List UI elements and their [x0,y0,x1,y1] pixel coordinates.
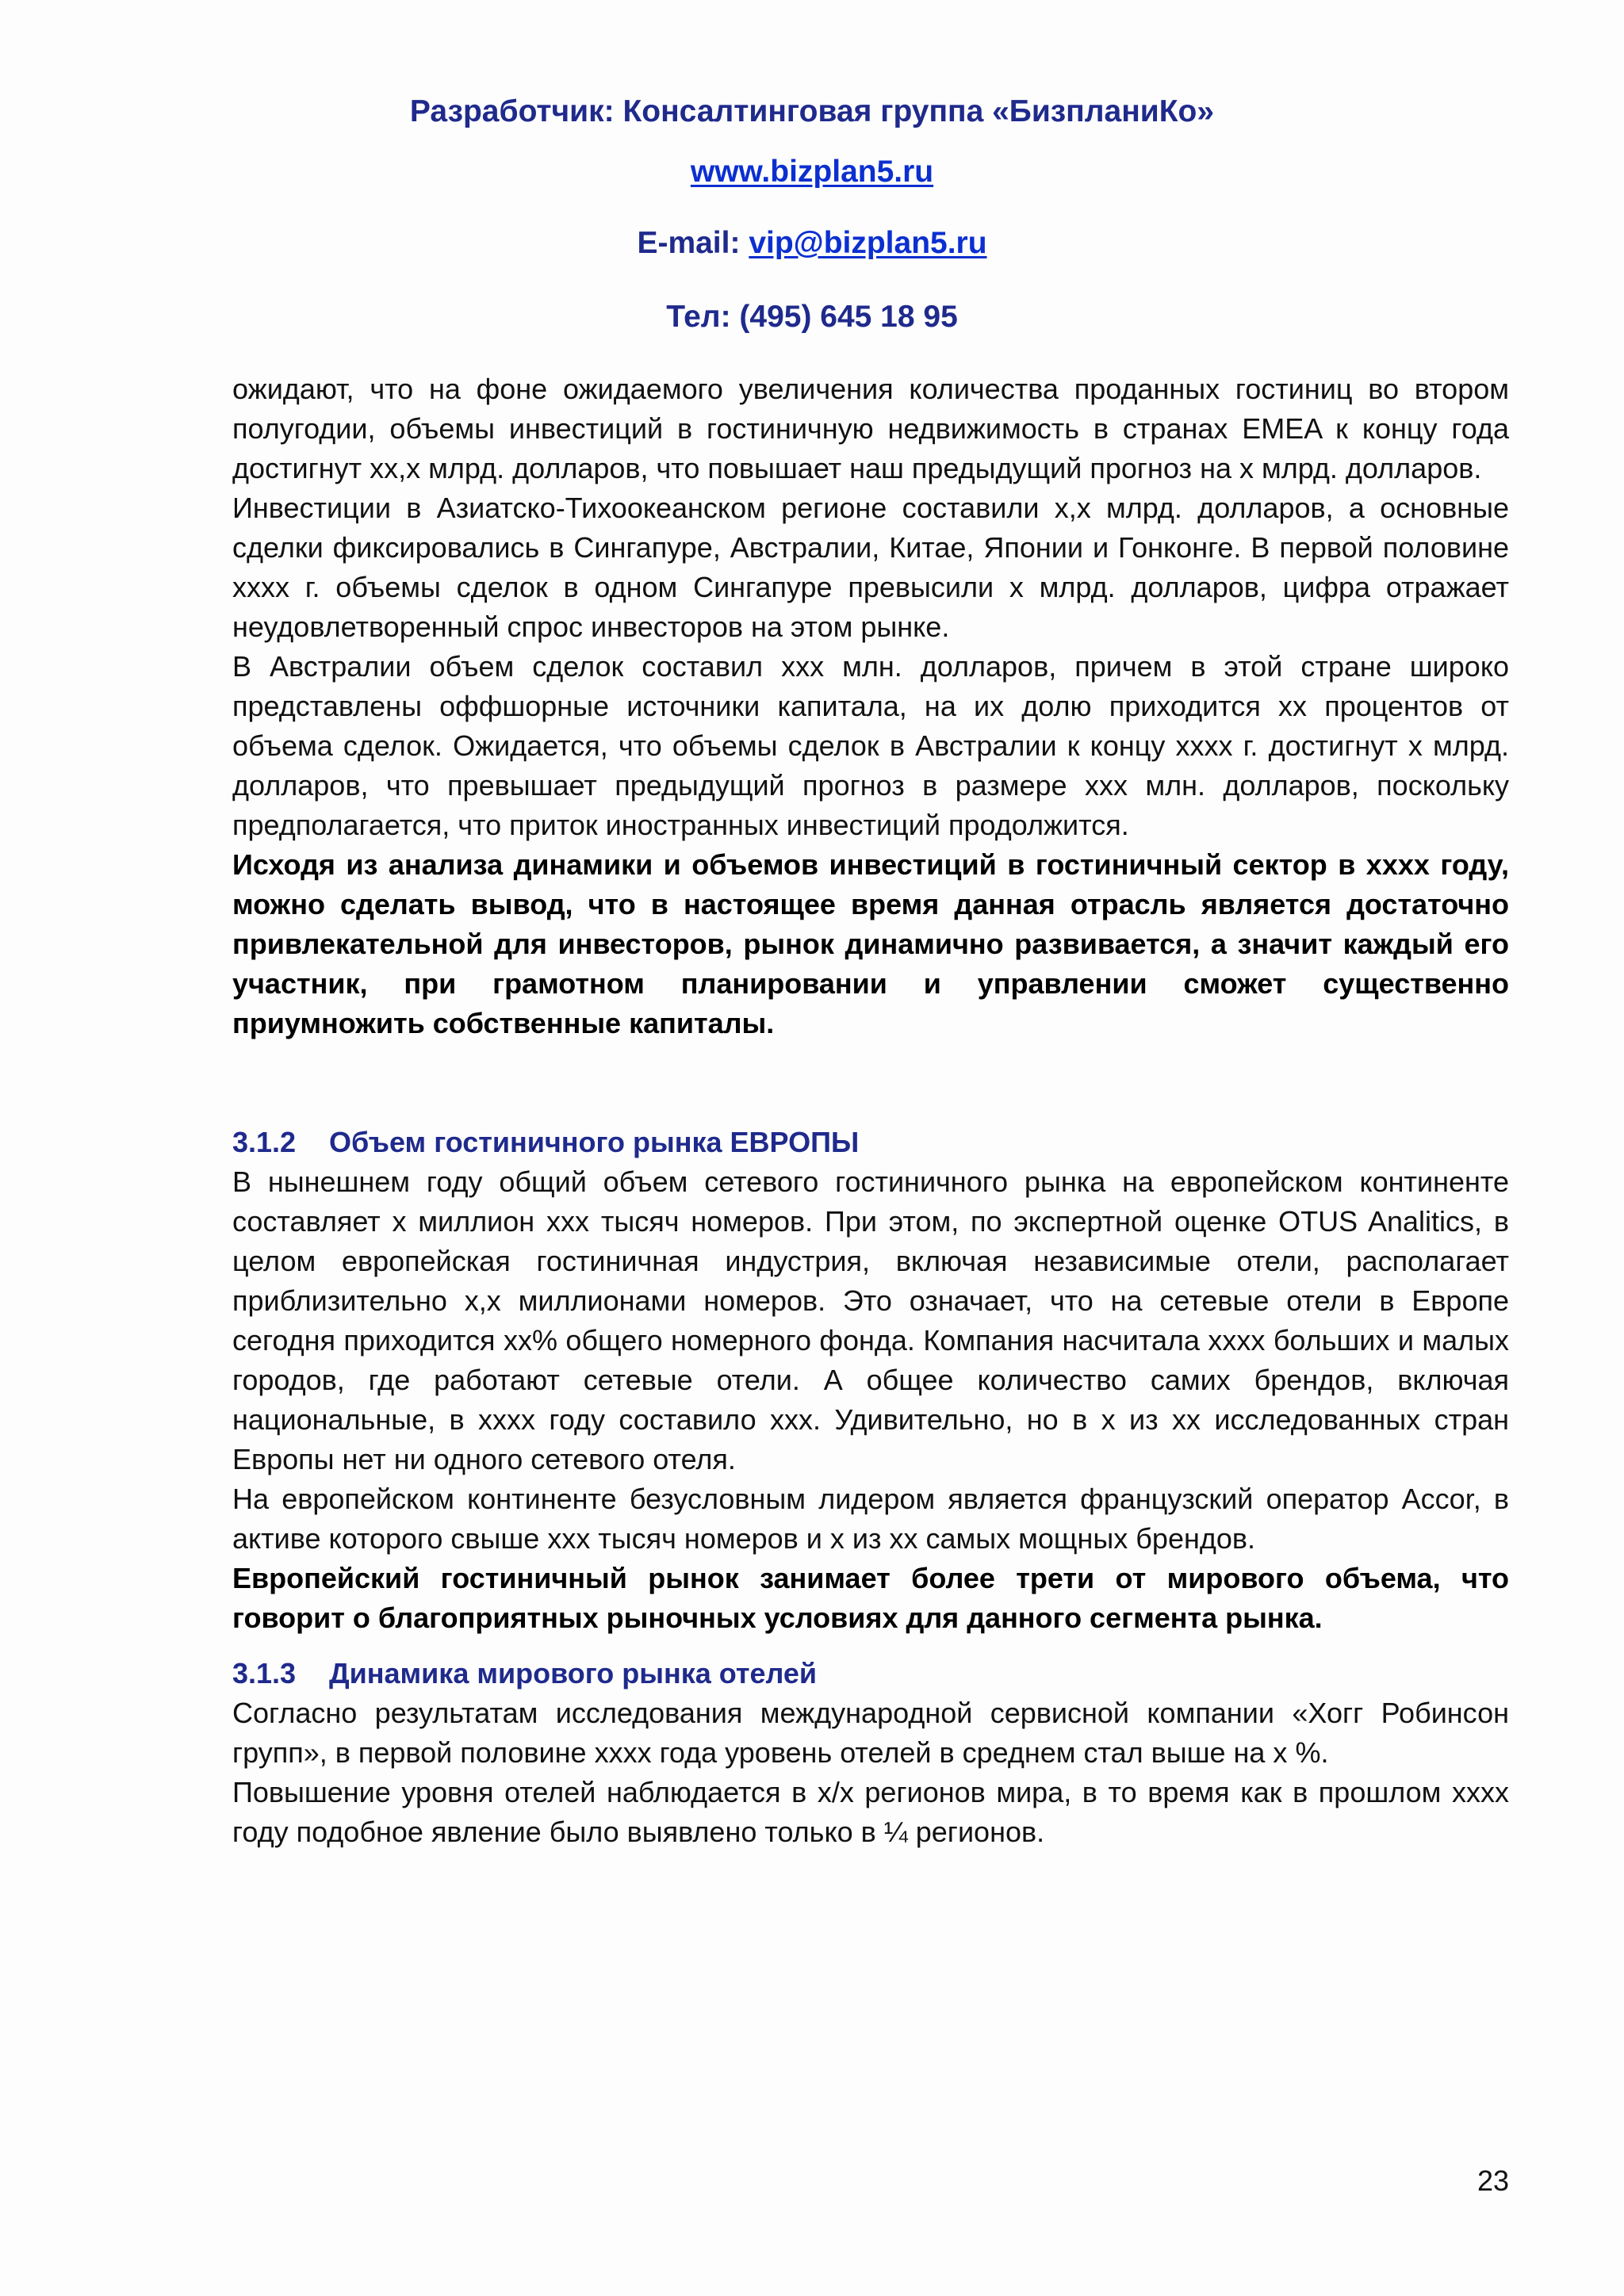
paragraph-accor-leader: На европейском континенте безусловным лидером является французский оператор Accor, в активе которого свыше ххх тысяч номеров и х из хх самых мощных брендов. [232,1483,1509,1555]
phone-line: Тел: (495) 645 18 95 [666,300,958,334]
paragraph-regions-growth: Повышение уровня отелей наблюдается в х/х регионов мира, в то время как в прошлом хххх году подобное явление было выявлено только в ¼ регионов. [232,1776,1509,1848]
section-number: 3.1.3 [232,1657,297,1689]
paragraph-hogg-robinson: Согласно результатам исследования международной сервисной компании «Хогг Робинсон групп», в первой половине хххх года уровень отелей в среднем стал выше на х %. [232,1697,1509,1769]
paragraph-conclusion: Исходя из анализа динамики и объемов инвестиций в гостиничный сектор в хххх году, можно сделать вывод, что в настоящее время данная отрасль является достаточно привлекательной для инвесторов, рынок динамично развивается, а значит каждый его участник, при грамотном планировании и управлении сможет существенно приумножить собственные капиталы. [232,848,1509,1039]
document-body [232,369,1509,1852]
section-heading-3-1-3 [232,1654,1509,1693]
website-link[interactable]: www.bizplan5.ru [690,155,934,189]
paragraph-europe-market-size: В нынешнем году общий объем сетевого гостиничного рынка на европейском континенте составляет х миллион ххх тысяч номеров. При этом, по экспертной оценке OTUS Analitics, в целом европейская гостиничная индустрия, включая независимые отели, располагает приблизительно х,х миллионами номеров. Это означает, что на сетевые отели в Европе сегодня приходится хх% общего номерного фонда. Компания насчитала хххх больших и малых городов, где работают сетевые отели. А общее количество самих брендов, включая национальные, в хххх году составило ххх. Удивительно, но в х из хх исследованных стран Европы нет ни одного сетевого отеля. [232,1165,1509,1475]
section-spacer [232,1638,1509,1654]
paragraph-emea-forecast: ожидают, что на фоне ожидаемого увеличения количества проданных гостиниц во втором полугодии, объемы инвестиций в гостиничную недвижимость в странах EMEA к концу года достигнут хх,х млрд. долларов, что повышает наш предыдущий прогноз на х млрд. долларов. [232,373,1509,484]
paragraph-asia-pacific: Инвестиции в Азиатско-Тихоокеанском регионе составили х,х млрд. долларов, а основные сделки фиксировались в Сингапуре, Австралии, Китае, Японии и Гонконге. В первой половине хххх г. объемы сделок в одном Сингапуре превысили х млрд. долларов, цифра отражает неудовлетворенный спрос инвесторов на этом рынке. [232,492,1509,643]
developer-header: Разработчик: Консалтинговая группа «БизпланиКо» [409,94,1215,128]
paragraph-europe-conclusion: Европейский гостиничный рынок занимает более трети от мирового объема, что говорит о благоприятных рыночных условиях для данного сегмента рынка. [232,1562,1509,1634]
email-line [0,225,1624,262]
section-heading-3-1-2 [232,1123,1509,1162]
page-number: 23 [1477,2164,1509,2197]
paragraph-australia: В Австралии объем сделок составил ххх млн. долларов, причем в этой стране широко представлены оффшорные источники капитала, на их долю приходится хх процентов от объема сделок. Ожидается, что объемы сделок в Австралии к концу хххх г. достигнут х млрд. долларов, что превышает предыдущий прогноз в размере ххх млн. долларов, поскольку предполагается, что приток иностранных инвестиций продолжится. [232,650,1509,841]
section-title: Объем гостиничного рынка ЕВРОПЫ [329,1126,860,1158]
section-number: 3.1.2 [232,1126,297,1158]
website-line [0,154,1624,191]
email-link[interactable]: vip@bizplan5.ru [749,226,987,260]
email-label: E-mail: [637,226,749,260]
section-spacer [232,1043,1509,1123]
section-title: Динамика мирового рынка отелей [329,1657,818,1689]
